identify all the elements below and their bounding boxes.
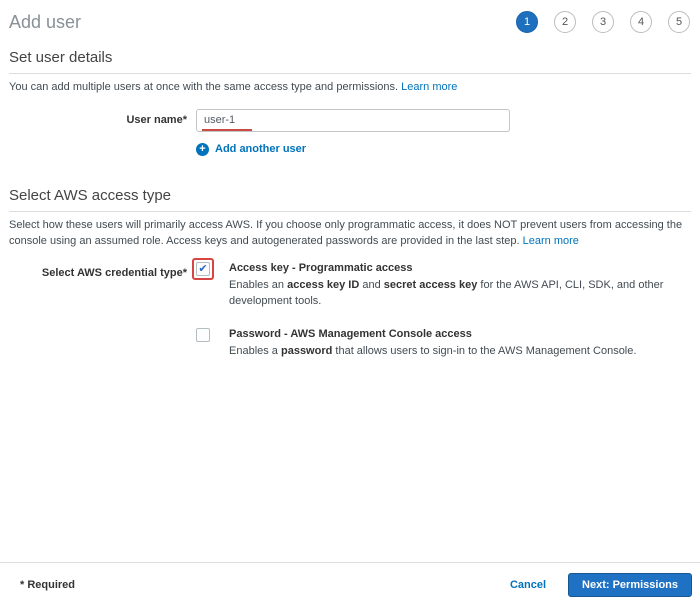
wizard-footer: [0, 562, 700, 610]
user-details-intro-text: You can add multiple users at once with the same access type and permissions.: [9, 81, 399, 93]
username-label: User name*: [126, 113, 187, 126]
step-2-indicator: 2: [554, 11, 576, 33]
next-permissions-button[interactable]: Next: Permissions: [568, 573, 692, 597]
password-option: [196, 328, 681, 360]
user-details-heading: Set user details: [9, 49, 691, 74]
access-type-heading: Select AWS access type: [9, 187, 691, 212]
access-type-section: [9, 187, 691, 360]
credential-type-label: Select AWS credential type*: [41, 266, 187, 279]
access-key-option: [196, 262, 681, 310]
password-option-description: [229, 344, 636, 360]
access-key-option-description: [229, 278, 681, 310]
user-details-intro: [9, 80, 691, 96]
desc-text: that allows users to sign-in to the AWS Management Console.: [332, 344, 637, 357]
step-3-indicator: 3: [592, 11, 614, 33]
access-type-intro-text: Select how these users will primarily access AWS. If you choose only programmatic access, it does NOT prevent users from accessing the console using an assumed role. Access keys and autogenerated passwords are provided in the last step.: [9, 218, 683, 247]
add-another-user-button[interactable]: [196, 143, 691, 156]
user-details-learn-more-link[interactable]: Learn more: [401, 81, 458, 93]
username-row: [9, 109, 691, 132]
required-note: * Required: [20, 579, 76, 591]
wizard-step-indicator: [516, 10, 691, 33]
credential-type-row: [9, 262, 691, 360]
annotation-red-box: [192, 258, 214, 280]
step-4-indicator: 4: [630, 11, 652, 33]
password-option-title: Password - AWS Management Console access: [229, 327, 472, 340]
desc-bold-password: password: [280, 344, 333, 357]
wizard-header: [9, 10, 691, 33]
desc-bold-access-key-id: access key ID: [287, 278, 360, 291]
desc-bold-secret-access-key: secret access key: [383, 278, 478, 291]
step-5-indicator: 5: [668, 11, 690, 33]
password-checkbox[interactable]: [196, 328, 210, 342]
desc-text: and: [359, 278, 384, 291]
add-another-user-label: Add another user: [215, 143, 307, 156]
desc-text: for the AWS API, CLI, SDK, and other development tools.: [229, 278, 664, 307]
plus-circle-icon: +: [196, 143, 209, 156]
desc-text: Enables a: [229, 344, 281, 357]
cancel-button[interactable]: Cancel: [509, 579, 547, 591]
step-1-indicator: 1: [516, 11, 538, 33]
access-type-intro: [9, 218, 691, 250]
access-key-option-title: Access key - Programmatic access: [229, 261, 413, 274]
desc-text: Enables an: [229, 278, 288, 291]
annotation-red-underline: [202, 129, 252, 131]
user-details-section: [9, 49, 691, 156]
access-key-checkbox[interactable]: ✔: [196, 262, 210, 276]
page-title: Add user: [9, 12, 82, 32]
access-type-learn-more-link[interactable]: Learn more: [522, 234, 579, 247]
